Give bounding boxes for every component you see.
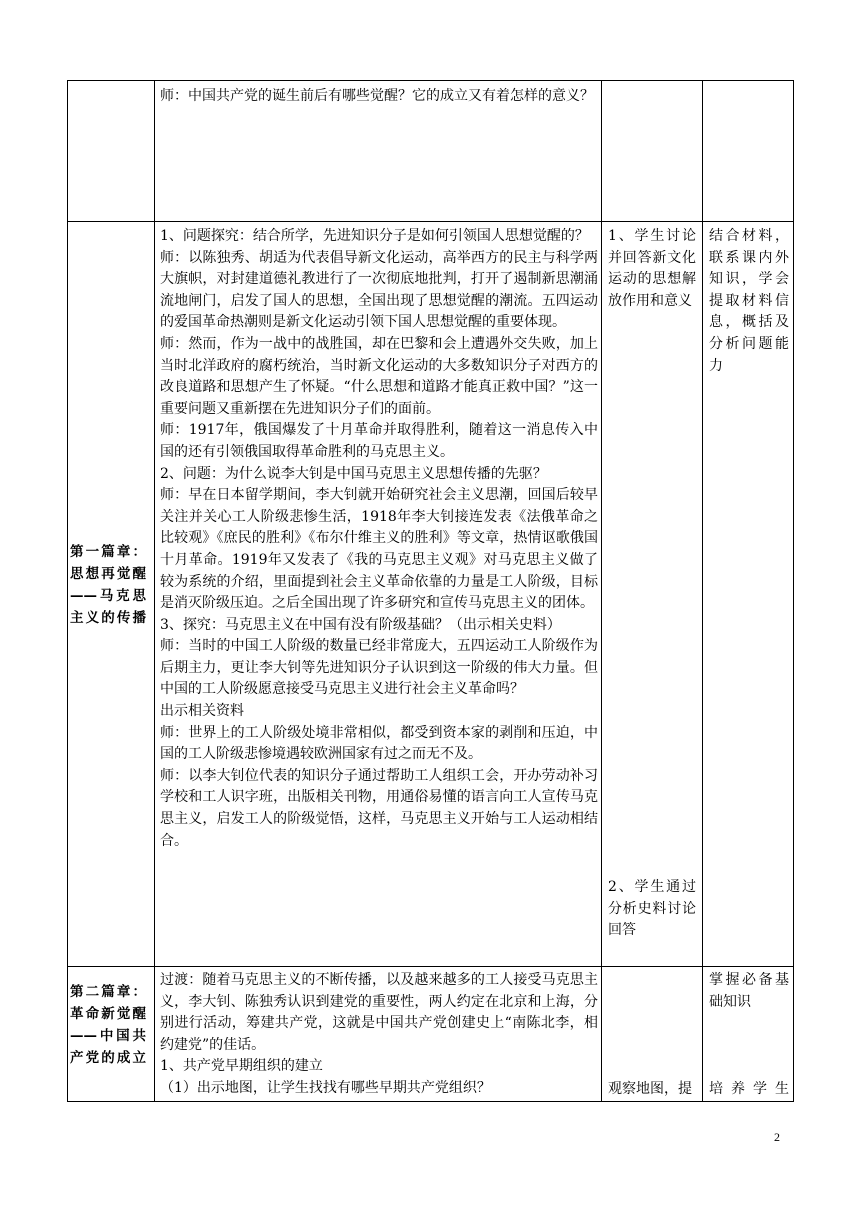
- row1-teacher-text: 师：中国共产党的诞生前后有哪些觉醒？它的成立又有着怎样的意义？: [160, 88, 594, 104]
- row3-design-intent-2: 培养学生: [709, 1081, 789, 1097]
- lesson-paragraph: 过渡：随着马克思主义的不断传播，以及越来越多的工人接受马克思主义，李大钊、陈独秀认识到建党的重要性，两人约定在北京和上海，分别进行活动，筹建共产党，这就是中国共产党创建史上“南陈北李，相约建党”的佳话。: [160, 972, 598, 1053]
- lesson-paragraph: 师：以陈独秀、胡适为代表倡导新文化运动，高举西方的民主与科学两大旗帜，对封建道德礼教进行了一次彻底地批判，打开了遏制新思潮涌流地闸门，启发了国人的思想，全国出现了思想觉醒的潮流。五四运动的爱国革命热潮则是新文化运动引领下国人思想觉醒的重要体现。: [160, 249, 598, 331]
- page-number: 2: [774, 1130, 780, 1144]
- lesson-paragraph: 3、探究：马克思主义在中国有没有阶级基础？（出示相关史料）: [160, 616, 561, 633]
- row3-section-title: 第二篇章：革命新觉醒——中国共产党的成立: [70, 984, 146, 1066]
- lesson-paragraph: 师：以李大钊位代表的知识分子通过帮助工人组织工会，开办劳动补习学校和工人识字班，出版相关刊物，用通俗易懂的语言向工人宣传马克思主义，启发工人的阶级觉悟，这样，马克思主义开始与工人运动相结合。: [160, 767, 598, 849]
- lesson-paragraph: 出示相关资料: [160, 703, 244, 720]
- lesson-paragraph: 1、共产党早期组织的建立: [160, 1058, 323, 1075]
- table-divider-col3: [601, 80, 602, 1102]
- table-border-top: [67, 80, 794, 81]
- row2-section-title: 第一篇章：思想再觉醒——马克思主义的传播: [70, 544, 146, 626]
- lesson-paragraph: 师：当时的中国工人阶级的数量已经非常庞大，五四运动工人阶级作为后期主力，更让李大钊等先进知识分子认识到这一阶级的伟大力量。但中国的工人阶级愿意接受马克思主义进行社会主义革命吗？: [160, 638, 598, 698]
- table-row-divider-1: [67, 221, 794, 222]
- row2-student-activity-2: 2、学生通过分析史料讨论回答: [608, 879, 696, 939]
- lesson-paragraph: 师：世界上的工人阶级处境非常相似，都受到资本家的剥削和压迫，中国的工人阶级悲惨境遇较欧洲国家有过之而无不及。: [160, 724, 598, 763]
- row2-lesson-content: [160, 226, 598, 852]
- lesson-paragraph: （1）出示地图，让学生找找有哪些早期共产党组织？: [160, 1079, 491, 1096]
- row3-lesson-content: [160, 970, 598, 1100]
- lesson-paragraph: 师：早在日本留学期间，李大钊就开始研究社会主义思潮，回国后较早关注并关心工人阶级悲惨生活，1918年李大钊接连发表《法俄革命之比较观》《庶民的胜利》《布尔什维主义的胜利》等文章，热情讴歌俄国十月革命。1919年又发表了《我的马克思主义观》对马克思主义做了较为系统的介绍，里面提到社会主义革命依靠的力量是工人阶级，目标是消灭阶级压迫。之后全国出现了许多研究和宣传马克思主义的团体。: [160, 487, 598, 612]
- table-row-divider-2: [67, 966, 794, 967]
- lesson-paragraph: 1、问题探究：结合所学，先进知识分子是如何引领国人思想觉醒的？: [160, 228, 589, 244]
- table-divider-col2: [154, 80, 155, 1102]
- lesson-paragraph: 师：1917年，俄国爆发了十月革命并取得胜利，随着这一消息传入中国的还有引领俄国取得革命胜利的马克思主义。: [160, 422, 598, 460]
- row2-student-activity-1: 1、学生讨论并回答新文化运动的思想解放作用和意义: [608, 228, 696, 309]
- table-border-right: [793, 80, 794, 1102]
- table-border-left: [67, 80, 68, 1102]
- row3-design-intent-1: 掌握必备基础知识: [709, 972, 789, 1010]
- table-border-bottom: [67, 1101, 794, 1102]
- lesson-paragraph: 2、问题：为什么说李大钊是中国马克思主义思想传播的先驱？: [160, 465, 547, 482]
- table-divider-col4: [702, 80, 703, 1102]
- row3-student-activity: 观察地图，提: [608, 1081, 692, 1097]
- row2-design-intent: 结合材料，联系课内外知识，学会提取材料信息，概括及分析问题能力: [709, 228, 789, 374]
- lesson-paragraph: 师：然而，作为一战中的战胜国，却在巴黎和会上遭遇外交失败，加上当时北洋政府的腐朽统治，当时新文化运动的大多数知识分子对西方的改良道路和思想产生了怀疑。“什么思想和道路才能真正救中国？”这一重要问题又重新摆在先进知识分子们的面前。: [160, 335, 598, 417]
